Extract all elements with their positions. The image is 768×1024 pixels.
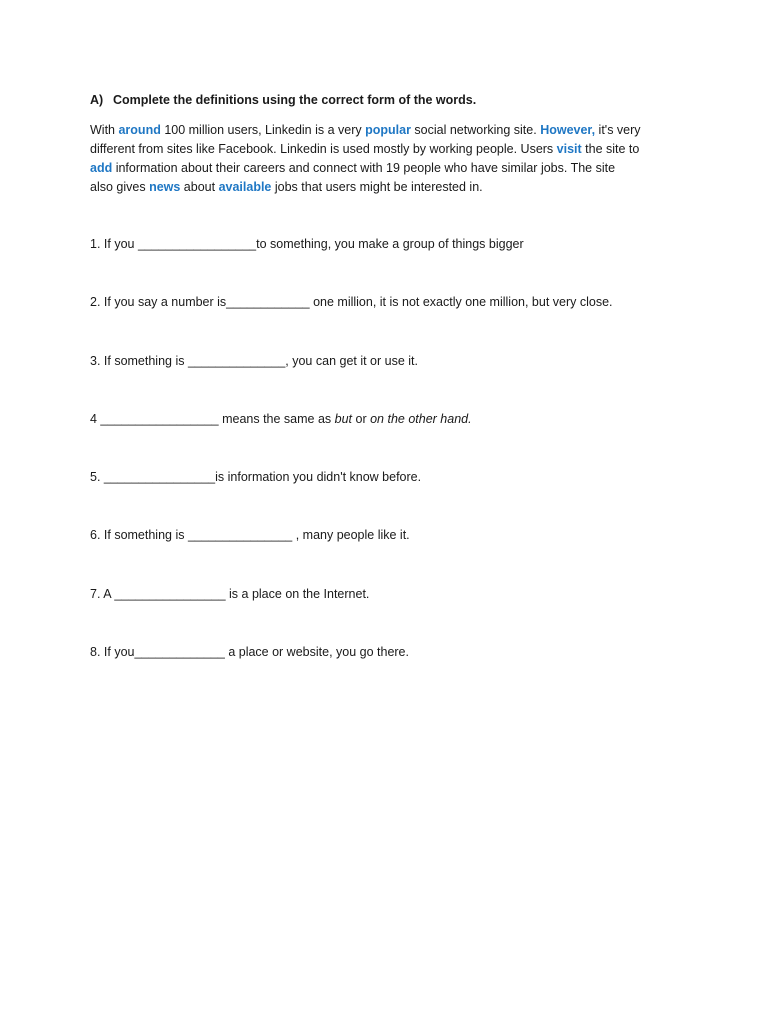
question-1: 1. If you _________________to something, you make a group of things bigger <box>90 237 524 251</box>
passage-text: the site to <box>581 142 640 156</box>
passage-text: social networking site. <box>410 123 541 137</box>
keyword-available: available <box>218 180 272 194</box>
passage-text: information about their careers and connect with 19 people who have similar jobs. The site <box>112 161 616 175</box>
question-5: 5. ________________is information you didn't know before. <box>90 470 422 484</box>
question-4-text: 4 _________________ means the same as <box>90 412 335 426</box>
keyword-news: news <box>149 180 181 194</box>
question-4-italic-but: but <box>334 412 353 426</box>
keyword-popular: popular <box>365 123 411 137</box>
passage-text: different from sites like Facebook. Linkedin is used mostly by working people. Users <box>90 142 557 156</box>
passage-text: about <box>180 180 219 194</box>
question-7: 7. A ________________ is a place on the Internet. <box>90 587 370 601</box>
passage-text: 100 million users, Linkedin is a very <box>160 123 366 137</box>
question-3: 3. If something is ______________, you can get it or use it. <box>90 354 418 368</box>
passage-text: it's very <box>595 123 641 137</box>
question-8: 8. If you_____________ a place or website, you go there. <box>90 645 409 659</box>
passage-line-1 <box>90 121 680 140</box>
question-4 <box>90 412 472 426</box>
keyword-however: However, <box>540 123 596 137</box>
question-4-italic-other-hand: on the other hand. <box>370 412 472 426</box>
question-4-text: or <box>352 412 371 426</box>
passage-text: jobs that users might be interested in. <box>271 180 483 194</box>
exercise-instruction: Complete the definitions using the correct form of the words. <box>113 93 477 107</box>
exercise-heading <box>90 93 476 107</box>
passage-text: With <box>90 123 119 137</box>
question-2: 2. If you say a number is____________ one million, it is not exactly one million, but very close. <box>90 295 613 309</box>
passage-line-2 <box>90 140 680 159</box>
passage-text: also gives <box>90 180 150 194</box>
passage-line-4 <box>90 178 680 197</box>
question-6: 6. If something is _______________ , many people like it. <box>90 528 410 542</box>
keyword-add: add <box>90 161 113 175</box>
keyword-visit: visit <box>556 142 582 156</box>
keyword-around: around <box>118 123 161 137</box>
reading-passage <box>90 121 680 197</box>
passage-line-3 <box>90 159 680 178</box>
exercise-letter: A) <box>90 93 104 107</box>
